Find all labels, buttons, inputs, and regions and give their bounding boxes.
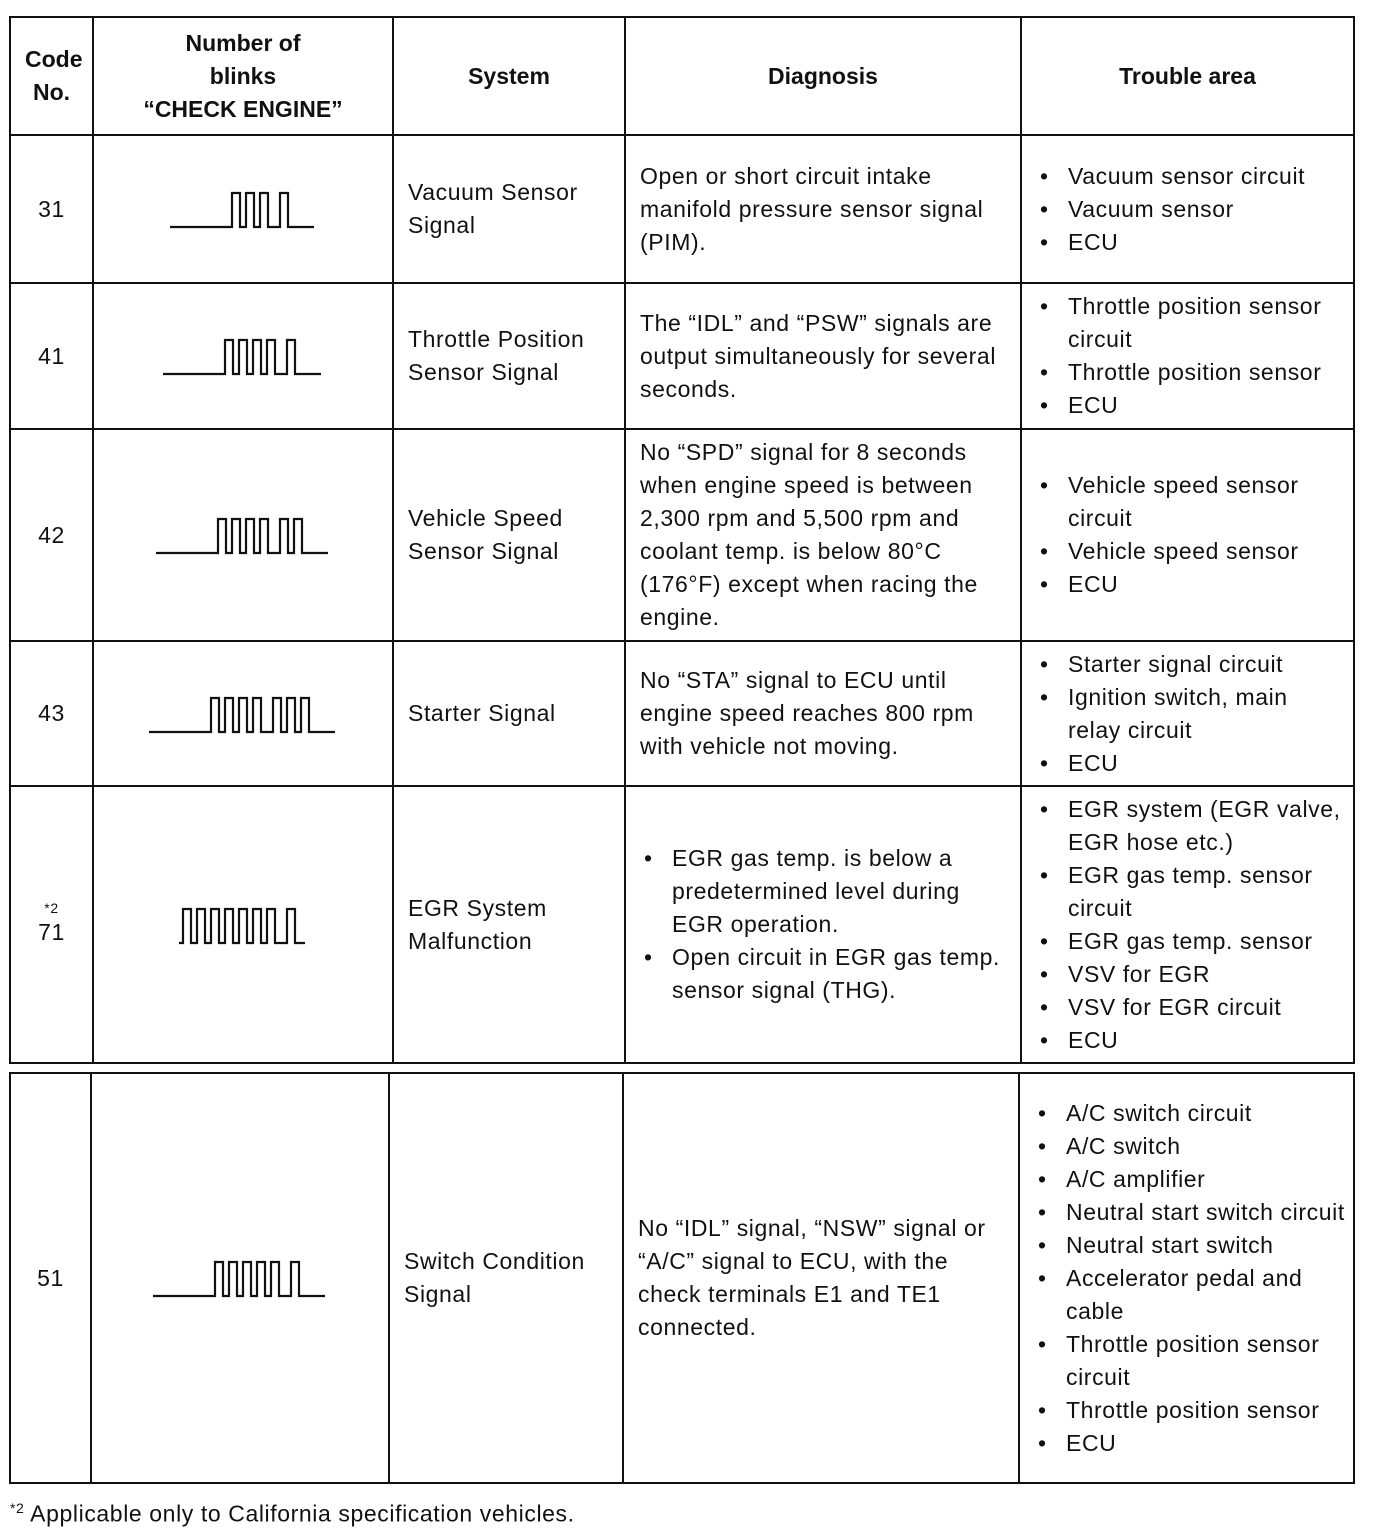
- blink-pattern-diagram: [179, 903, 307, 947]
- trouble-item: • Starter signal circuit: [1036, 648, 1347, 681]
- diagnostic-code-table: [9, 16, 1355, 1064]
- blink-pattern-diagram: [163, 334, 323, 378]
- trouble-cell: [1021, 429, 1354, 641]
- header-system: System: [393, 17, 625, 135]
- system-cell: Vacuum Sensor Signal: [393, 135, 625, 283]
- trouble-item: • ECU: [1036, 389, 1347, 422]
- header-row: [10, 17, 1354, 135]
- trouble-item: • Throttle position sensor: [1034, 1394, 1347, 1427]
- blink-cell: [93, 135, 393, 283]
- trouble-item: • Neutral start switch: [1034, 1229, 1347, 1262]
- trouble-item: • Throttle position sensor circuit: [1036, 290, 1347, 356]
- code-value: 71: [38, 919, 65, 945]
- footnote-mark: *2: [10, 1500, 25, 1516]
- header-blinks: [93, 17, 393, 135]
- trouble-cell: [1021, 786, 1354, 1063]
- trouble-item: • A/C switch: [1034, 1130, 1347, 1163]
- trouble-item: • ECU: [1036, 1024, 1347, 1057]
- trouble-cell: [1021, 135, 1354, 283]
- trouble-item: • Throttle position sensor: [1036, 356, 1347, 389]
- trouble-item: • EGR system (EGR valve, EGR hose etc.): [1036, 793, 1347, 859]
- blink-pattern-diagram: [153, 1256, 327, 1300]
- diagnosis-cell: No “SPD” signal for 8 seconds when engine speed is between 2,300 rpm and 5,500 rpm and coolant temp. is below 80°C (176°F) except when racing the engine.: [625, 429, 1021, 641]
- trouble-item: • ECU: [1036, 226, 1347, 259]
- trouble-item: • Vacuum sensor: [1036, 193, 1347, 226]
- blink-waveform: [153, 1262, 325, 1296]
- trouble-item: • A/C switch circuit: [1034, 1097, 1347, 1130]
- footnote-text: Applicable only to California specification vehicles.: [30, 1500, 575, 1527]
- diagnosis-cell: The “IDL” and “PSW” signals are output simultaneously for several seconds.: [625, 283, 1021, 429]
- table-row: [10, 641, 1354, 786]
- table-row: [10, 1073, 1354, 1483]
- table-row: [10, 786, 1354, 1063]
- table-row: [10, 283, 1354, 429]
- blink-cell: [93, 786, 393, 1063]
- header-blinks-line2: blinks: [209, 62, 277, 89]
- blink-cell: [93, 429, 393, 641]
- code-cell: 41: [10, 283, 93, 429]
- blink-cell: [93, 641, 393, 786]
- blink-waveform: [149, 698, 335, 732]
- blink-waveform: [163, 340, 321, 374]
- footnote: [10, 1500, 575, 1528]
- blink-cell: [91, 1073, 389, 1483]
- trouble-item: • EGR gas temp. sensor: [1036, 925, 1347, 958]
- diagnosis-item: • Open circuit in EGR gas temp. sensor signal (THG).: [640, 941, 1012, 1007]
- trouble-item: • Vehicle speed sensor circuit: [1036, 469, 1347, 535]
- trouble-item: • Ignition switch, main relay circuit: [1036, 681, 1347, 747]
- system-cell: EGR System Malfunction: [393, 786, 625, 1063]
- trouble-item: • Throttle position sensor circuit: [1034, 1328, 1347, 1394]
- code-cell: [10, 786, 93, 1063]
- blink-waveform: [179, 909, 305, 943]
- trouble-item: • A/C amplifier: [1034, 1163, 1347, 1196]
- blink-waveform: [156, 519, 328, 553]
- trouble-item: • Vehicle speed sensor: [1036, 535, 1347, 568]
- code-cell: 42: [10, 429, 93, 641]
- trouble-cell: [1021, 283, 1354, 429]
- header-code: Code No.: [10, 17, 93, 135]
- table-row: [10, 429, 1354, 641]
- diagnosis-item: • EGR gas temp. is below a predetermined level during EGR operation.: [640, 842, 1012, 941]
- trouble-item: • Accelerator pedal and cable: [1034, 1262, 1347, 1328]
- trouble-cell: [1019, 1073, 1354, 1483]
- header-blinks-line1: Number of: [185, 29, 301, 56]
- table-row: [10, 135, 1354, 283]
- trouble-item: • ECU: [1036, 568, 1347, 601]
- system-cell: Starter Signal: [393, 641, 625, 786]
- blink-pattern-diagram: [156, 513, 330, 557]
- blink-cell: [93, 283, 393, 429]
- header-diagnosis: Diagnosis: [625, 17, 1021, 135]
- trouble-item: • VSV for EGR circuit: [1036, 991, 1347, 1024]
- blink-pattern-diagram: [149, 692, 337, 736]
- system-cell: Vehicle Speed Sensor Signal: [393, 429, 625, 641]
- code-cell: 43: [10, 641, 93, 786]
- code-cell: 51: [10, 1073, 91, 1483]
- blink-waveform: [170, 193, 314, 227]
- header-trouble: Trouble area: [1021, 17, 1354, 135]
- diagnosis-cell: [625, 786, 1021, 1063]
- trouble-item: • VSV for EGR: [1036, 958, 1347, 991]
- trouble-item: • Neutral start switch circuit: [1034, 1196, 1347, 1229]
- diagnosis-cell: No “STA” signal to ECU until engine speed reaches 800 rpm with vehicle not moving.: [625, 641, 1021, 786]
- code-cell: 31: [10, 135, 93, 283]
- header-blinks-line3: “CHECK ENGINE”: [143, 95, 343, 122]
- diagnosis-cell: Open or short circuit intake manifold pressure sensor signal (PIM).: [625, 135, 1021, 283]
- trouble-item: • ECU: [1036, 747, 1347, 780]
- diagnostic-code-table-2: [9, 1072, 1355, 1484]
- trouble-item: • EGR gas temp. sensor circuit: [1036, 859, 1347, 925]
- trouble-cell: [1021, 641, 1354, 786]
- blink-pattern-diagram: [170, 187, 316, 231]
- system-cell: Switch Condition Signal: [389, 1073, 623, 1483]
- system-cell: Throttle Position Sensor Signal: [393, 283, 625, 429]
- trouble-item: • Vacuum sensor circuit: [1036, 160, 1347, 193]
- diagnosis-cell: No “IDL” signal, “NSW” signal or “A/C” signal to ECU, with the check terminals E1 and TE1 connected.: [623, 1073, 1019, 1483]
- code-footnote-mark: *2: [44, 900, 59, 916]
- trouble-item: • ECU: [1034, 1427, 1347, 1460]
